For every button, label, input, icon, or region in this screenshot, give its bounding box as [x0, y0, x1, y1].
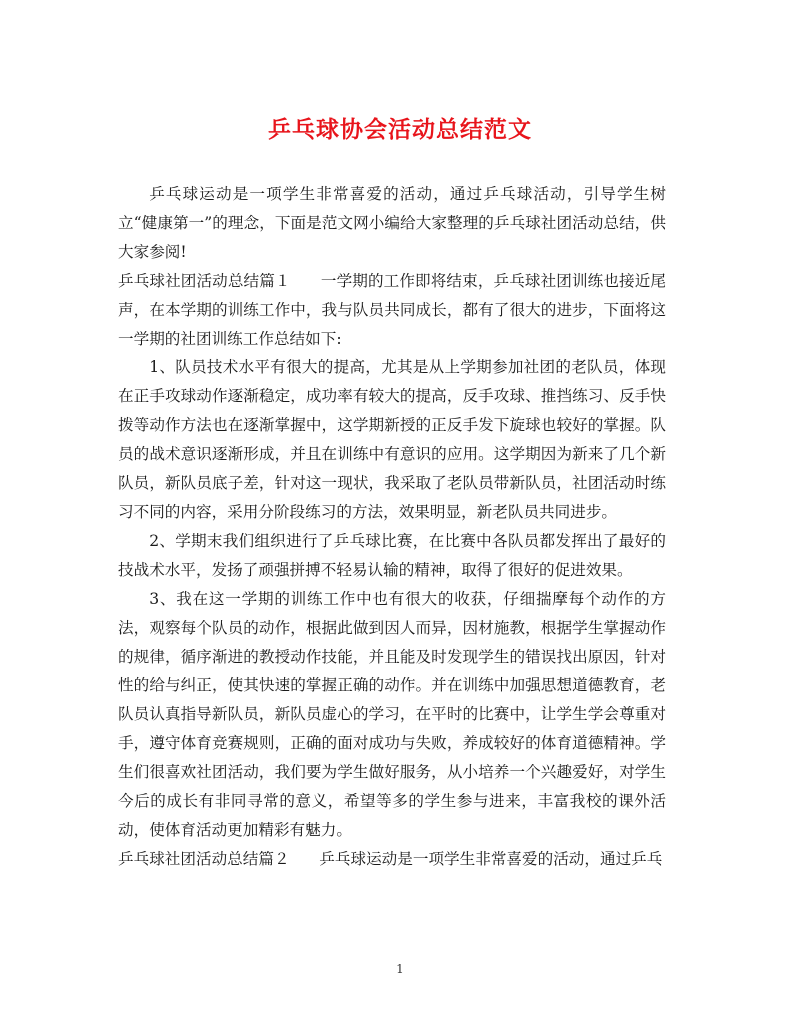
section-1-paragraph: [118, 267, 666, 354]
intro-paragraph: 乒乓球运动是一项学生非常喜爱的活动，通过乒乓球活动，引导学生树立“健康第一”的理念，下面是范文网小编给大家整理的乒乓球社团活动总结，供大家参阅!: [118, 185, 666, 261]
item-1-paragraph: 1、队员技术水平有很大的提高，尤其是从上学期参加社团的老队员，体现在正手攻球动作逐渐稳定，成功率有较大的提高，反手攻球、推挡练习、反手快拨等动作方法也在逐渐掌握中，这学期新授的正反手发下旋球也较好的掌握。队员的战术意识逐渐形成，并且在训练中有意识的应用。这学期因为新来了几个新队员，新队员底子差，针对这一现状，我采取了老队员带新队员，社团活动时练习不同的内容，采用分阶段练习的方法，效果明显，新老队员共同进步。: [118, 358, 666, 521]
page-number: 1: [396, 962, 404, 976]
section-2-text: 乒乓球运动是一项学生非常喜爱的活动，通过乒乓: [319, 849, 663, 868]
section-2-heading: 乒乓球社团活动总结篇２: [118, 849, 290, 868]
document-body: [118, 180, 666, 874]
section-1-heading: 乒乓球社团活动总结篇１: [118, 271, 291, 290]
item-2-paragraph: 2、学期末我们组织进行了乒乓球比赛，在比赛中各队员都发挥出了最好的技战术水平，发扬了顽强拼搏不轻易认输的精神，取得了很好的促进效果。: [118, 531, 666, 579]
document-title: 乒乓球协会活动总结范文: [268, 116, 532, 143]
section-2-paragraph: [118, 845, 666, 874]
section-1-text: 一学期的工作即将结束，乒乓球社团训练也接近尾声，在本学期的训练工作中，我与队员共同成长，都有了很大的进步，下面将这一学期的社团训练工作总结如下:: [118, 271, 666, 348]
item-3-paragraph: 3、我在这一学期的训练工作中也有很大的收获，仔细揣摩每个动作的方法，观察每个队员的动作，根据此做到因人而异，因材施教，根据学生掌握动作的规律，循序渐进的教授动作技能，并且能及时发现学生的错误找出原因，针对性的给与纠正，使其快速的掌握正确的动作。并在训练中加强思想道德教育，老队员认真指导新队员，新队员虚心的学习，在平时的比赛中，让学生学会尊重对手，遵守体育竞赛规则，正确的面对成功与失败，养成较好的体育道德精神。学生们很喜欢社团活动，我们要为学生做好服务，从小培养一个兴趣爱好，对学生今后的成长有非同寻常的意义，希望等多的学生参与进来，丰富我校的课外活动，使体育活动更加精彩有魅力。: [118, 589, 666, 839]
